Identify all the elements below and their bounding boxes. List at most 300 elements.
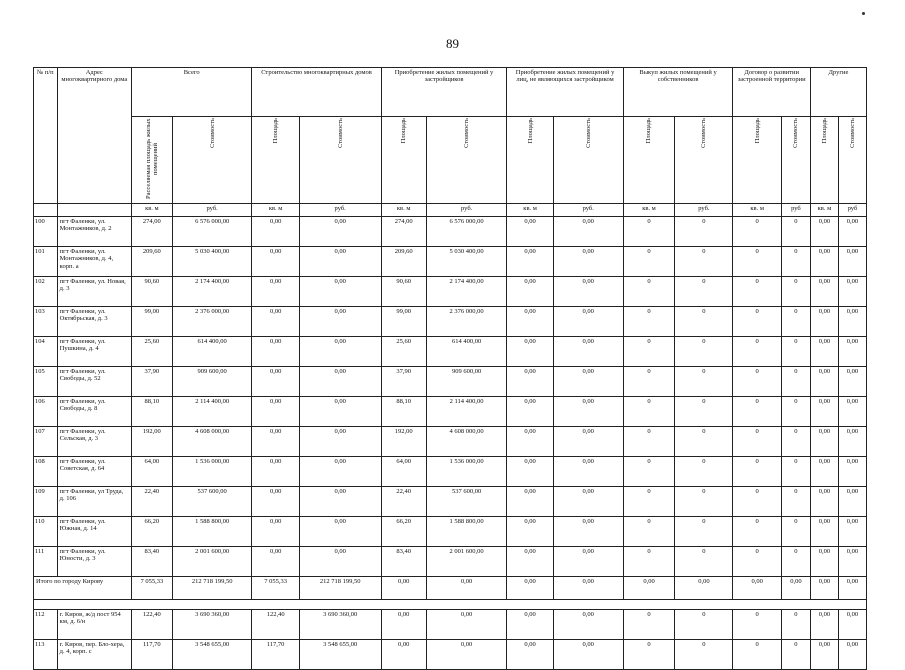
- header-group-developer-purchase: Приобретение жилых помещений у застройщиков: [381, 68, 507, 117]
- value-cell: 0: [675, 427, 733, 457]
- value-cell: 0,00: [252, 457, 299, 487]
- table-row: [34, 640, 867, 670]
- value-cell: 0,00: [838, 457, 866, 487]
- value-cell: 90,60: [131, 277, 172, 307]
- header-group-nondeveloper-purchase: Приобретение жилых помещений у лиц, не являющихся застройщиком: [507, 68, 623, 117]
- value-cell: 2 376 000,00: [426, 307, 507, 337]
- value-cell: 0: [733, 427, 781, 457]
- table-row: [34, 427, 867, 457]
- value-cell: 3 690 360,00: [172, 610, 252, 640]
- unit-cell: руб.: [553, 204, 623, 217]
- value-cell: 0: [623, 517, 675, 547]
- value-cell: 0,00: [553, 517, 623, 547]
- total-value-cell: 0,00: [623, 577, 675, 600]
- value-cell: 0,00: [507, 610, 553, 640]
- value-cell: 117,70: [252, 640, 299, 670]
- header-num: № п/п: [34, 68, 58, 204]
- value-cell: 0: [623, 457, 675, 487]
- table-row: [34, 277, 867, 307]
- value-cell: 3 690 360,00: [299, 610, 381, 640]
- housing-table: [33, 67, 867, 670]
- subheader-cost: [299, 117, 381, 204]
- header-row-groups: [34, 68, 867, 117]
- value-cell: 0: [623, 427, 675, 457]
- value-cell: 0,00: [838, 547, 866, 577]
- value-cell: 0,00: [426, 640, 507, 670]
- table-row: [34, 457, 867, 487]
- value-cell: 0: [781, 547, 810, 577]
- scan-speck: [862, 12, 865, 15]
- value-cell: 0,00: [252, 487, 299, 517]
- value-cell: 0: [623, 487, 675, 517]
- value-cell: 0,00: [553, 487, 623, 517]
- value-cell: 64,00: [381, 457, 426, 487]
- value-cell: 0: [675, 307, 733, 337]
- subheader-area: [507, 117, 553, 204]
- value-cell: 0,00: [507, 547, 553, 577]
- value-cell: 0: [675, 337, 733, 367]
- value-cell: 0: [623, 640, 675, 670]
- total-row: [34, 577, 867, 600]
- table-row: [34, 517, 867, 547]
- row-address: пгт Фаленки, ул Труда, д. 106: [57, 487, 131, 517]
- table-row: [34, 367, 867, 397]
- value-cell: 0,00: [381, 610, 426, 640]
- value-cell: 0,00: [252, 397, 299, 427]
- value-cell: 0: [733, 610, 781, 640]
- row-number: 100: [34, 217, 58, 247]
- value-cell: 0,00: [252, 547, 299, 577]
- value-cell: 0,00: [810, 367, 838, 397]
- row-address: пгт Фаленки, ул. Юности, д. 3: [57, 547, 131, 577]
- value-cell: 0,00: [553, 427, 623, 457]
- header-group-buyout: Выкуп жилых помещений у собственников: [623, 68, 733, 117]
- value-cell: 0,00: [252, 337, 299, 367]
- value-cell: 274,00: [381, 217, 426, 247]
- value-cell: 0,00: [810, 277, 838, 307]
- value-cell: 0: [733, 640, 781, 670]
- value-cell: 0,00: [810, 427, 838, 457]
- value-cell: 0,00: [838, 247, 866, 277]
- value-cell: 0,00: [252, 427, 299, 457]
- unit-cell: кв. м: [381, 204, 426, 217]
- unit-cell: руб.: [426, 204, 507, 217]
- value-cell: 0,00: [299, 457, 381, 487]
- total-value-cell: 0,00: [507, 577, 553, 600]
- header-group-construction: Строительство многоквартирных домов: [252, 68, 381, 117]
- value-cell: 88,10: [131, 397, 172, 427]
- subheader-area-text: Площадь: [526, 118, 534, 144]
- value-cell: 0: [623, 337, 675, 367]
- value-cell: 0: [675, 640, 733, 670]
- value-cell: 0,00: [507, 397, 553, 427]
- table-row: [34, 547, 867, 577]
- value-cell: 0,00: [252, 367, 299, 397]
- value-cell: 1 536 000,00: [172, 457, 252, 487]
- row-number: 108: [34, 457, 58, 487]
- value-cell: 0: [733, 217, 781, 247]
- value-cell: 6 576 000,00: [426, 217, 507, 247]
- value-cell: 0: [733, 337, 781, 367]
- subheader-cost-text: Стоимость: [463, 118, 471, 148]
- value-cell: 0: [781, 367, 810, 397]
- value-cell: 0: [675, 547, 733, 577]
- value-cell: 2 114 400,00: [172, 397, 252, 427]
- unit-cell: кв. м: [131, 204, 172, 217]
- value-cell: 0,00: [507, 457, 553, 487]
- row-address: пгт Фаленки, ул. Монтажников, д. 4, корп. а: [57, 247, 131, 277]
- total-value-cell: 7 055,33: [252, 577, 299, 600]
- value-cell: 2 001 600,00: [172, 547, 252, 577]
- row-number: 104: [34, 337, 58, 367]
- value-cell: 0,00: [810, 247, 838, 277]
- row-address: г. Киров, пер. Бло-хера, д. 4, корп. с: [57, 640, 131, 670]
- value-cell: 0,00: [299, 277, 381, 307]
- value-cell: 0: [733, 517, 781, 547]
- value-cell: 90,60: [381, 277, 426, 307]
- value-cell: 0,00: [299, 307, 381, 337]
- row-number: 113: [34, 640, 58, 670]
- value-cell: 0,00: [810, 217, 838, 247]
- value-cell: 0,00: [252, 307, 299, 337]
- value-cell: 0: [781, 427, 810, 457]
- value-cell: 0: [675, 457, 733, 487]
- value-cell: 0,00: [252, 247, 299, 277]
- total-value-cell: 212 718 199,50: [299, 577, 381, 600]
- total-label: Итого по городу Кирову: [34, 577, 132, 600]
- value-cell: 0,00: [838, 427, 866, 457]
- value-cell: 614 400,00: [172, 337, 252, 367]
- value-cell: 0,00: [299, 247, 381, 277]
- value-cell: 0,00: [507, 640, 553, 670]
- total-value-cell: 0,00: [675, 577, 733, 600]
- subheader-cost-text: Стоимость: [700, 118, 708, 148]
- value-cell: 5 030 400,00: [426, 247, 507, 277]
- row-number: 112: [34, 610, 58, 640]
- value-cell: 0,00: [553, 247, 623, 277]
- row-address: пгт Фаленки, ул. Южная, д. 14: [57, 517, 131, 547]
- value-cell: 117,70: [131, 640, 172, 670]
- value-cell: 0,00: [838, 640, 866, 670]
- value-cell: 0: [781, 337, 810, 367]
- value-cell: 99,00: [131, 307, 172, 337]
- value-cell: 122,40: [252, 610, 299, 640]
- table-row: [34, 217, 867, 247]
- value-cell: 0,00: [507, 487, 553, 517]
- subheader-area-text: Площадь: [272, 118, 280, 144]
- row-number: 111: [34, 547, 58, 577]
- value-cell: 0,00: [810, 337, 838, 367]
- row-number: 109: [34, 487, 58, 517]
- value-cell: 0: [623, 307, 675, 337]
- value-cell: 0,00: [299, 547, 381, 577]
- unit-cell: руб.: [172, 204, 252, 217]
- table-body: [34, 217, 867, 670]
- value-cell: 209,60: [381, 247, 426, 277]
- value-cell: 0: [733, 457, 781, 487]
- value-cell: 0: [623, 217, 675, 247]
- value-cell: 0,00: [838, 487, 866, 517]
- value-cell: 0,00: [553, 640, 623, 670]
- subheader-area-text: Площадь: [645, 118, 653, 144]
- row-address: пгт Фаленки, ул. Сельская, д. 3: [57, 427, 131, 457]
- value-cell: 0: [675, 367, 733, 397]
- subheader-cost-text: Стоимость: [336, 118, 344, 148]
- total-value-cell: 0,00: [553, 577, 623, 600]
- subheader-cost: [426, 117, 507, 204]
- value-cell: 537 600,00: [172, 487, 252, 517]
- table-row: [34, 337, 867, 367]
- units-row: [34, 204, 867, 217]
- value-cell: 0,00: [838, 610, 866, 640]
- value-cell: 0,00: [299, 217, 381, 247]
- value-cell: 0,00: [810, 610, 838, 640]
- value-cell: 0: [675, 247, 733, 277]
- value-cell: 0,00: [810, 457, 838, 487]
- unit-cell: кв. м: [507, 204, 553, 217]
- subheader-cost-text: Стоимость: [584, 118, 592, 148]
- value-cell: 0: [733, 307, 781, 337]
- subheader-cost: [781, 117, 810, 204]
- table-row: [34, 247, 867, 277]
- value-cell: 0: [623, 547, 675, 577]
- value-cell: 0: [733, 247, 781, 277]
- value-cell: 209,60: [131, 247, 172, 277]
- unit-cell: кв. м: [623, 204, 675, 217]
- value-cell: 1 588 800,00: [426, 517, 507, 547]
- subheader-cost-text: Стоимость: [208, 118, 216, 148]
- value-cell: 0: [781, 397, 810, 427]
- row-number: 107: [34, 427, 58, 457]
- value-cell: 0: [733, 547, 781, 577]
- value-cell: 22,40: [131, 487, 172, 517]
- subheader-area-text: Площадь: [400, 118, 408, 144]
- value-cell: 0,00: [299, 367, 381, 397]
- value-cell: 25,60: [131, 337, 172, 367]
- value-cell: 0: [675, 397, 733, 427]
- value-cell: 0,00: [810, 547, 838, 577]
- value-cell: 0,00: [838, 307, 866, 337]
- total-value-cell: 0,00: [381, 577, 426, 600]
- value-cell: 0,00: [252, 277, 299, 307]
- value-cell: 0,00: [252, 217, 299, 247]
- value-cell: 0: [781, 307, 810, 337]
- value-cell: 0: [675, 487, 733, 517]
- value-cell: 0: [781, 277, 810, 307]
- value-cell: 25,60: [381, 337, 426, 367]
- value-cell: 274,00: [131, 217, 172, 247]
- value-cell: 0,00: [838, 517, 866, 547]
- value-cell: 537 600,00: [426, 487, 507, 517]
- value-cell: 909 600,00: [426, 367, 507, 397]
- value-cell: 0,00: [810, 397, 838, 427]
- subheader-cost: [172, 117, 252, 204]
- value-cell: 0,00: [838, 277, 866, 307]
- value-cell: 0: [781, 640, 810, 670]
- row-number: 105: [34, 367, 58, 397]
- value-cell: 66,20: [381, 517, 426, 547]
- value-cell: 0,00: [299, 337, 381, 367]
- total-value-cell: 0,00: [426, 577, 507, 600]
- table-row: [34, 487, 867, 517]
- value-cell: 0: [623, 367, 675, 397]
- value-cell: 0,00: [299, 487, 381, 517]
- value-cell: 0,00: [838, 397, 866, 427]
- value-cell: 0,00: [553, 397, 623, 427]
- value-cell: 0: [623, 277, 675, 307]
- subheader-cost: [675, 117, 733, 204]
- value-cell: 0,00: [553, 367, 623, 397]
- value-cell: 3 548 655,00: [172, 640, 252, 670]
- value-cell: 5 030 400,00: [172, 247, 252, 277]
- gap-row: [34, 600, 867, 610]
- total-value-cell: 7 055,33: [131, 577, 172, 600]
- value-cell: 0: [675, 517, 733, 547]
- value-cell: 0: [733, 487, 781, 517]
- row-address: пгт Фаленки, ул. Советская, д. 64: [57, 457, 131, 487]
- row-address: г. Киров, ж/д пост 954 км, д. 6/н: [57, 610, 131, 640]
- value-cell: 4 608 000,00: [426, 427, 507, 457]
- value-cell: 0: [781, 457, 810, 487]
- row-address: пгт Фаленки, ул. Октябрьская, д. 3: [57, 307, 131, 337]
- value-cell: 0,00: [553, 547, 623, 577]
- subheader-area: [381, 117, 426, 204]
- value-cell: 6 576 000,00: [172, 217, 252, 247]
- subheader-area: [623, 117, 675, 204]
- row-address: пгт Фаленки, ул. Монтажников, д. 2: [57, 217, 131, 247]
- value-cell: 66,20: [131, 517, 172, 547]
- value-cell: 4 608 000,00: [172, 427, 252, 457]
- value-cell: 2 376 000,00: [172, 307, 252, 337]
- value-cell: 0,00: [507, 217, 553, 247]
- value-cell: 0,00: [299, 397, 381, 427]
- unit-cell: руб.: [299, 204, 381, 217]
- row-address: пгт Фаленки, ул. Свободы, д. 52: [57, 367, 131, 397]
- subheader-cost: [553, 117, 623, 204]
- value-cell: 64,00: [131, 457, 172, 487]
- value-cell: 0: [781, 247, 810, 277]
- value-cell: 1 536 000,00: [426, 457, 507, 487]
- value-cell: 909 600,00: [172, 367, 252, 397]
- row-address: пгт Фаленки, ул. Новая, д. 3: [57, 277, 131, 307]
- header-row-subheaders: [34, 117, 867, 204]
- value-cell: 22,40: [381, 487, 426, 517]
- value-cell: 0,00: [553, 457, 623, 487]
- value-cell: 0,00: [299, 517, 381, 547]
- value-cell: 614 400,00: [426, 337, 507, 367]
- subheader-area-text: Площадь: [753, 118, 761, 144]
- value-cell: 0: [675, 610, 733, 640]
- value-cell: 0: [623, 610, 675, 640]
- row-number: 103: [34, 307, 58, 337]
- value-cell: 0,00: [838, 367, 866, 397]
- value-cell: 0: [623, 247, 675, 277]
- subheader-area-text: Расселяемая площадь жилых помещений: [144, 118, 159, 200]
- value-cell: 0,00: [507, 337, 553, 367]
- value-cell: 0,00: [838, 337, 866, 367]
- row-address: пгт Фаленки, ул. Свободы, д. 8: [57, 397, 131, 427]
- subheader-area-text: Площадь: [820, 118, 828, 144]
- value-cell: 2 174 400,00: [426, 277, 507, 307]
- row-number: 101: [34, 247, 58, 277]
- value-cell: 2 114 400,00: [426, 397, 507, 427]
- total-value-cell: 212 718 199,50: [172, 577, 252, 600]
- total-value-cell: 0,00: [838, 577, 866, 600]
- unit-cell: кв. м: [252, 204, 299, 217]
- value-cell: 0,00: [426, 610, 507, 640]
- header-address: Адрес многоквартирного дома: [57, 68, 131, 204]
- unit-cell: руб: [781, 204, 810, 217]
- header-group-development-contract: Договор о развитии застроенной территории: [733, 68, 810, 117]
- value-cell: 83,40: [381, 547, 426, 577]
- page-number: 89: [446, 36, 459, 51]
- value-cell: 192,00: [131, 427, 172, 457]
- value-cell: 0,00: [838, 217, 866, 247]
- value-cell: 0,00: [810, 307, 838, 337]
- value-cell: 0,00: [507, 427, 553, 457]
- subheader-area: [131, 117, 172, 204]
- value-cell: 99,00: [381, 307, 426, 337]
- value-cell: 0: [675, 277, 733, 307]
- value-cell: 0,00: [553, 277, 623, 307]
- value-cell: 0,00: [810, 640, 838, 670]
- value-cell: 0: [781, 487, 810, 517]
- row-number: 102: [34, 277, 58, 307]
- gap-cell: [34, 600, 867, 610]
- value-cell: 0,00: [507, 517, 553, 547]
- subheader-area: [252, 117, 299, 204]
- unit-cell: кв. м: [810, 204, 838, 217]
- total-value-cell: 0,00: [733, 577, 781, 600]
- value-cell: 0,00: [810, 487, 838, 517]
- value-cell: 0: [781, 610, 810, 640]
- value-cell: 0: [733, 367, 781, 397]
- value-cell: 37,90: [131, 367, 172, 397]
- subheader-area: [733, 117, 781, 204]
- value-cell: 3 548 655,00: [299, 640, 381, 670]
- value-cell: 2 001 600,00: [426, 547, 507, 577]
- value-cell: 192,00: [381, 427, 426, 457]
- total-value-cell: 0,00: [781, 577, 810, 600]
- value-cell: 83,40: [131, 547, 172, 577]
- value-cell: 2 174 400,00: [172, 277, 252, 307]
- value-cell: 0: [781, 217, 810, 247]
- units-blank: [34, 204, 58, 217]
- value-cell: 0,00: [507, 307, 553, 337]
- row-number: 110: [34, 517, 58, 547]
- subheader-cost-text: Стоимость: [792, 118, 800, 148]
- units-blank: [57, 204, 131, 217]
- table-row: [34, 397, 867, 427]
- subheader-area: [810, 117, 838, 204]
- value-cell: 0: [675, 217, 733, 247]
- value-cell: 0: [733, 397, 781, 427]
- value-cell: 0,00: [553, 217, 623, 247]
- unit-cell: кв. м: [733, 204, 781, 217]
- value-cell: 122,40: [131, 610, 172, 640]
- total-value-cell: 0,00: [810, 577, 838, 600]
- table-row: [34, 307, 867, 337]
- header-group-other: Другие: [810, 68, 866, 117]
- value-cell: 0,00: [810, 517, 838, 547]
- unit-cell: руб.: [675, 204, 733, 217]
- unit-cell: руб: [838, 204, 866, 217]
- value-cell: 0: [623, 397, 675, 427]
- value-cell: 0,00: [507, 247, 553, 277]
- table-row: [34, 610, 867, 640]
- value-cell: 0: [781, 517, 810, 547]
- value-cell: 37,90: [381, 367, 426, 397]
